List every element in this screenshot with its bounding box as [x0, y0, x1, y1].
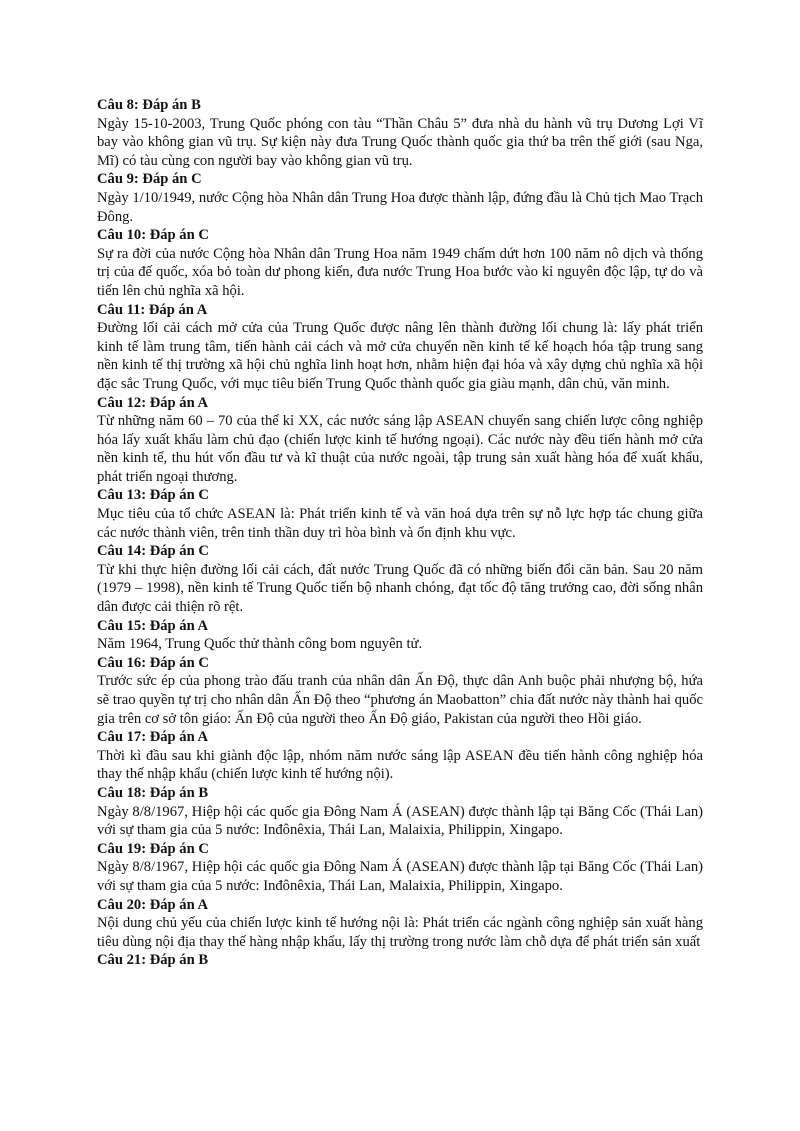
question-heading: Câu 11: Đáp án A	[97, 301, 208, 318]
answer-explanation: Từ khi thực hiện đường lối cải cách, đất nước Trung Quốc đã có những biến đổi căn bản. Sau 20 năm (1979 – 1998), nền kinh tế Trung Quốc tiến bộ nhanh chóng, đạt tốc độ tăng trưởng cao, đời sống nhân dân được cải thiện rõ rệt.	[97, 561, 703, 616]
answer-entry-15	[97, 617, 703, 654]
answer-explanation: Ngày 8/8/1967, Hiệp hội các quốc gia Đông Nam Á (ASEAN) được thành lập tại Băng Cốc (Thái Lan) với sự tham gia của 5 nước: Inđônêxia, Thái Lan, Malaixia, Philippin, Xingapo.	[97, 859, 703, 894]
answer-explanation: Thời kì đầu sau khi giành độc lập, nhóm năm nước sáng lập ASEAN đều tiến hành công nghiệp hóa thay thế nhập khẩu (chiến lược kinh tế hướng nội).	[97, 747, 703, 783]
answer-entry-17	[97, 728, 703, 784]
answer-key-document	[97, 96, 703, 970]
answer-explanation: Ngày 15-10-2003, Trung Quốc phóng con tàu “Thần Châu 5” đưa nhà du hành vũ trụ Dương Lợi Vĩ bay vào không gian vũ trụ. Sự kiện này đưa Trung Quốc thành quốc gia thứ ba trên thế giới (sau Nga, Mĩ) có tàu cùng con người bay vào không gian vũ trụ.	[97, 115, 703, 169]
question-heading: Câu 13: Đáp án C	[97, 487, 209, 504]
question-heading: Câu 14: Đáp án C	[97, 543, 209, 560]
answer-explanation: Mục tiêu của tổ chức ASEAN là: Phát triển kinh tế và văn hoá dựa trên sự nỗ lực hợp tác chung giữa các nước thành viên, trên tinh thần duy trì hòa bình và ổn định khu vực.	[97, 506, 703, 541]
question-heading: Câu 20: Đáp án A	[97, 896, 209, 913]
answer-explanation: Năm 1964, Trung Quốc thử thành công bom nguyên tử.	[97, 636, 423, 653]
question-heading: Câu 15: Đáp án A	[97, 617, 209, 634]
question-heading: Câu 16: Đáp án C	[97, 654, 209, 671]
question-heading: Câu 10: Đáp án C	[97, 227, 209, 244]
question-heading: Câu 17: Đáp án A	[97, 729, 209, 746]
answer-entry-21	[97, 951, 703, 970]
answer-entry-10	[97, 226, 703, 300]
question-heading: Câu 21: Đáp án B	[97, 952, 209, 969]
answer-entry-12	[97, 394, 703, 487]
answer-entry-9	[97, 170, 703, 226]
answer-entry-8	[97, 96, 703, 170]
answer-explanation: Ngày 8/8/1967, Hiệp hội các quốc gia Đông Nam Á (ASEAN) được thành lập tại Băng Cốc (Thái Lan) với sự tham gia của 5 nước: Inđônêxia, Thái Lan, Malaixia, Philippin, Xingapo.	[97, 803, 703, 839]
answer-entry-20	[97, 896, 703, 952]
answer-entry-16	[97, 654, 703, 728]
question-heading: Câu 12: Đáp án A	[97, 394, 209, 411]
answer-entry-19	[97, 840, 703, 896]
question-heading: Câu 19: Đáp án C	[97, 840, 209, 857]
answer-entry-11	[97, 301, 703, 394]
question-heading: Câu 9: Đáp án C	[97, 171, 202, 188]
question-heading: Câu 8: Đáp án B	[97, 97, 201, 113]
answer-explanation: Sự ra đời của nước Cộng hòa Nhân dân Trung Hoa năm 1949 chấm dứt hơn 100 năm nô dịch và thống trị của đế quốc, xóa bỏ toàn dư phong kiến, đưa nước Trung Hoa bước vào kỉ nguyên độc lập, tự do và tiến lên chủ nghĩa xã hội.	[97, 245, 703, 299]
answer-entry-18	[97, 784, 703, 840]
answer-explanation: Nội dung chủ yếu của chiến lược kinh tế hướng nội là: Phát triển các ngành công nghiệp sản xuất hàng tiêu dùng nội địa thay thế hàng nhập khẩu, lấy thị trường trong nước làm chỗ dựa để phát triển sản xuất	[97, 915, 703, 950]
answer-entry-13	[97, 486, 703, 542]
answer-entry-14	[97, 542, 703, 616]
answer-explanation: Ngày 1/10/1949, nước Cộng hòa Nhân dân Trung Hoa được thành lập, đứng đầu là Chủ tịch Mao Trạch Đông.	[97, 189, 703, 225]
answer-explanation: Từ những năm 60 – 70 của thế kỉ XX, các nước sáng lập ASEAN chuyển sang chiến lược công nghiệp hóa lấy xuất khẩu làm chủ đạo (chiến lược kinh tế hướng ngoại). Các nước này đều tiến hành mở cửa nền kinh tế, thu hút vốn đầu tư và kĩ thuật của nước ngoài, tập trung sản xuất hàng hóa để xuất khẩu, phát triển ngoại thương.	[97, 413, 703, 485]
answer-explanation: Đường lối cải cách mở cửa của Trung Quốc được nâng lên thành đường lối chung là: lấy phát triển kinh tế làm trung tâm, tiến hành cải cách và mở cửa chuyển nền kinh tế kế hoạch hóa tập trung sang nền kinh tế thị trường xã hội chủ nghĩa linh hoạt hơn, nhằm hiện đại hóa và xây dựng chủ nghĩa xã hội đặc sắc Trung Quốc, với mục tiêu biến Trung Quốc thành quốc gia giàu mạnh, dân chủ, văn minh.	[97, 320, 703, 392]
answer-explanation: Trước sức ép của phong trào đấu tranh của nhân dân Ấn Độ, thực dân Anh buộc phải nhượng bộ, hứa sẽ trao quyền tự trị cho nhân dân Ấn Độ theo “phương án Maobatton” chia đất nước này thành hai quốc gia trên cơ sở tôn giáo: Ấn Độ của người theo Ấn Độ giáo, Pakistan của người theo Hồi giáo.	[97, 673, 703, 727]
question-heading: Câu 18: Đáp án B	[97, 784, 209, 801]
